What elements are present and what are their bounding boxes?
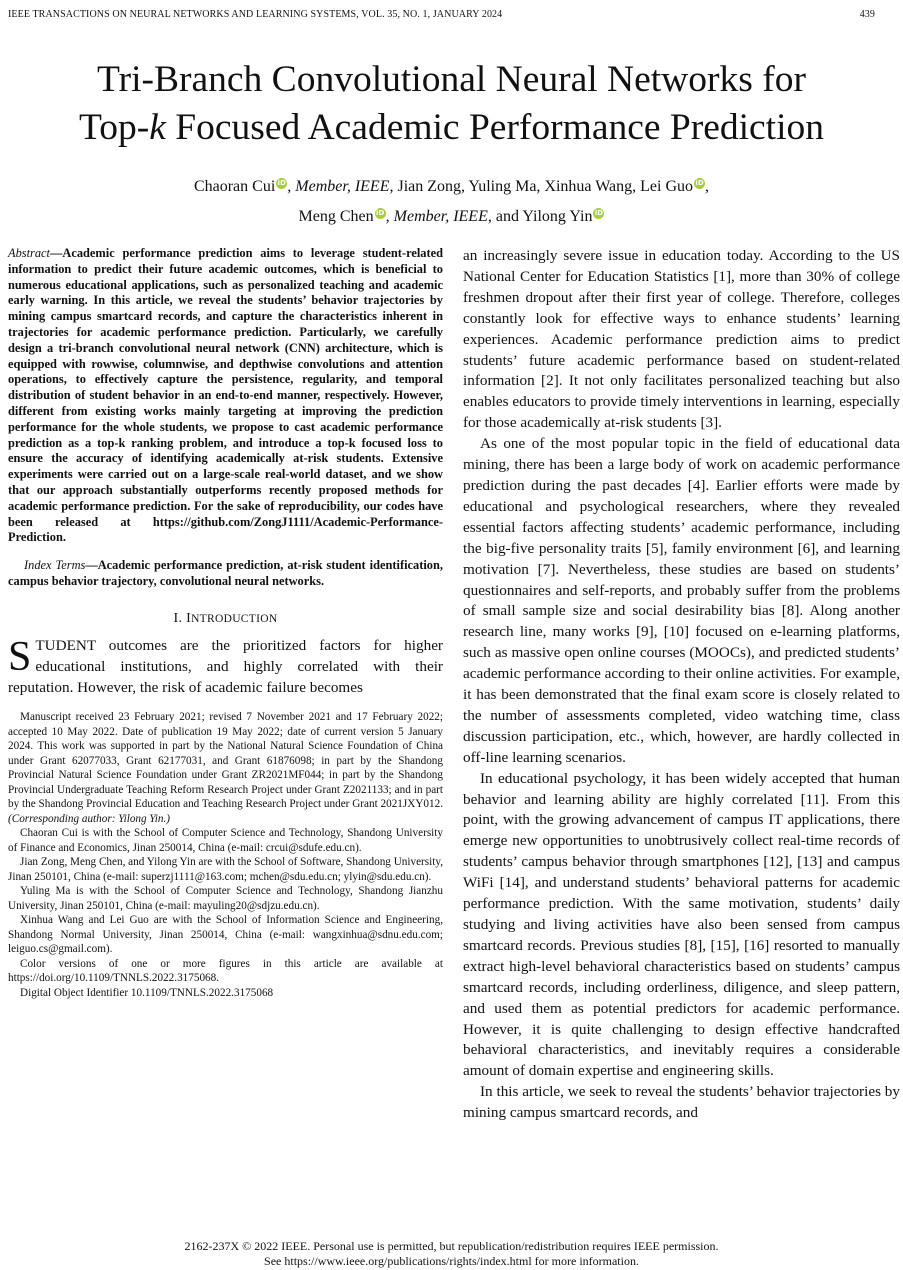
section-title-first: I (186, 610, 192, 626)
title-line-2 (0, 104, 903, 152)
section-heading-introduction (8, 611, 443, 627)
section-number: I. (173, 610, 187, 626)
author-names: , and Yilong Yin (487, 208, 593, 225)
author-line-2 (0, 202, 903, 232)
footnote-affiliation: Jian Zong, Meng Chen, and Yilong Yin are with the School of Software, Shandong University, Jinan 250101, China (e-mail: superzj1111@163.com; mchen@sdu.edu.cn; ylyin@sdu.edu.cn). (8, 856, 443, 883)
orcid-icon[interactable]: iD (376, 209, 385, 217)
copyright-line: 2162-237X © 2022 IEEE. Personal use is permitted, but republication/redistribution requires IEEE permission. (184, 1239, 719, 1253)
body-paragraph: As one of the most popular topic in the field of educational data mining, there has been a large body of work on academic performance prediction during the past decades [4]. Earlier efforts were made by educational and psychological researchers, where they revealed essential factors affecting students’ academic performance, including the big-five personality traits [5], family environment [6], and learning motivation [7]. Nevertheless, these studies are based on students’ questionnaires and self-reports, and probably suffer from the problems of small sample size and social desirability bias [8]. Along another research line, many works [9], [10] focused on e-learning platforms, such as massive open online courses (MOOCs), and predicted students’ academic performance according to their online activities. For example, it has been demonstrated that the final exam score is closely related to the number of assessments completed, video watching time, class discussion participation, etc., which, however, are hardly collected in off-line learning scenarios. (463, 435, 900, 766)
copyright-footer (0, 1239, 903, 1269)
footnote-manuscript (8, 710, 443, 826)
author-list (0, 172, 903, 232)
author-separator: , (705, 178, 710, 195)
orcid-icon[interactable]: iD (695, 179, 704, 187)
author-name: Meng Chen (298, 208, 374, 225)
drop-cap: S (8, 633, 32, 680)
footnote-affiliation: Xinhua Wang and Lei Guo are with the School of Information Science and Engineering, Shandong Normal University, Jinan 250014, China (e-mail: wangxinhua@sdnu.edu.com; leiguo.cs@gmail.com). (8, 914, 443, 956)
intro-text: TUDENT outcomes are the prioritized factors for higher educational institutions, and highly correlated with their reputation. However, the risk of academic failure becomes (8, 636, 443, 696)
title-text: Focused Academic Performance Prediction (165, 107, 825, 148)
title-text: Top- (78, 107, 150, 148)
section-title-rest: NTRODUCTION (191, 612, 278, 625)
left-column (8, 246, 443, 1000)
journal-name: IEEE TRANSACTIONS ON NEURAL NETWORKS AND LEARNING SYSTEMS, VOL. 35, NO. 1, JANUARY 2024 (8, 9, 503, 20)
index-terms (8, 558, 443, 590)
footnote-color-versions: Color versions of one or more figures in this article are available at https://doi.org/10.1109/TNNLS.2022.3175068. (8, 957, 443, 985)
index-terms-label: Index Terms (24, 558, 86, 573)
author-line-1 (0, 172, 903, 202)
author-names: , Jian Zong, Yuling Ma, Xinhua Wang, Lei Guo (389, 178, 694, 195)
paper-title (0, 56, 903, 152)
footnote-text: Manuscript received 23 February 2021; revised 7 November 2021 and 17 February 2022; accepted 10 May 2022. Date of publication 19 May 2022; date of current version 5 January 2024. This work was supported in part by the National Natural Science Foundation of China under Grant 62077033, Grant 62177031, and Grant 61876098; in part by the Shandong Provincial Natural Science Foundation under Grant ZR2021MF044; in part by the Shandong Provincial Undergraduate Teaching Reform Research Project under Grant Z2021133; and in part by the Shandong Provincial Education and Teaching Research Project under Grant 2021JXY012. (8, 711, 443, 811)
right-column (463, 246, 900, 1124)
corresponding-author: (Corresponding author: Yilong Yin.) (8, 812, 171, 825)
body-paragraph: In this article, we seek to reveal the students’ behavior trajectories by mining campus smartcard records, and (463, 1083, 900, 1122)
orcid-icon[interactable]: iD (277, 179, 286, 187)
running-header (8, 9, 875, 20)
index-terms-text: —Academic performance prediction, at-risk student identification, campus behavior trajectory, convolutional neural networks. (8, 558, 443, 588)
footnote-doi: Digital Object Identifier 10.1109/TNNLS.2022.3175068 (20, 986, 274, 999)
author-membership: , Member, IEEE (287, 178, 390, 195)
title-line-1: Tri-Branch Convolutional Neural Networks for (97, 59, 806, 100)
author-membership: , Member, IEEE (385, 208, 488, 225)
orcid-icon[interactable]: iD (594, 209, 604, 217)
abstract (8, 246, 443, 546)
title-k: k (149, 107, 166, 148)
body-paragraph: In educational psychology, it has been widely accepted that human behavior and learning ability are highly correlated [11]. From this point, with the growing advancement of campus IT applications, there emerge new opportunities to unobtrusively collect real-time records of students’ campus behavior through smartphones [12], [13] and campus WiFi [14], and understand students’ behavioral patterns for academic performance prediction. With the same motivation, students’ daily studying and living activities have also been sensed from campus smartcard records. Previous studies [8], [15], [16] resorted to manually extract high-level behavioral characteristics based on students’ campus smartcard records, including orderliness, diligence, and sleep pattern, and used them as potential predictors for academic performance. However, it is quite challenging to design effective handcrafted behavioral characteristics, and inevitably requires a considerable amount of domain expertise and engineering skills. (463, 769, 900, 1080)
intro-paragraph (8, 633, 443, 699)
rights-link-line: See https://www.ieee.org/publications/rights/index.html for more information. (264, 1254, 639, 1268)
page-number: 439 (859, 9, 875, 20)
abstract-text: —Academic performance prediction aims to leverage student-related information to predict their future academic outcomes, which is beneficial to numerous educational applications, such as personalized teaching and academic early warning. In this article, we reveal the students’ behavior trajectories by mining campus smartcard records, and capture the characteristics inherent in trajectories for academic performance prediction. Particularly, we carefully design a tri-branch convolutional neural network (CNN) architecture, which is equipped with rowwise, columnwise, and depthwise convolutions and attention operations, to effectively capture the persistence, regularity, and temporal distribution of student behavior in an end-to-end manner, respectively. However, different from existing works mainly targeting at improving the prediction performance for the whole students, we propose to cast academic performance prediction as a top-k ranking problem, and introduce a top-k focused loss to ensure the accuracy of identifying academically at-risk students. Extensive experiments were carried out on a large-scale real-world dataset, and we show that our approach substantially outperforms recently proposed methods for academic performance prediction. For the sake of reproducibility, our codes have been released at https://github.com/ZongJ1111/Academic-Performance-Prediction. (8, 246, 443, 545)
author-name: Chaoran Cui (193, 178, 276, 195)
body-paragraph: an increasingly severe issue in education today. According to the US National Center for Education Statistics [1], more than 30% of college freshmen dropout after their first year of college. Therefore, colleges constantly look for effective ways to enhance students’ learning experiences. Academic performance prediction aims to predict students’ future academic performance based on student-related information [2]. It not only facilitates personalized teaching but also enables educators to provide timely interventions in learning, especially for those academically at-risk students [3]. (463, 247, 900, 432)
footnote-affiliation: Chaoran Cui is with the School of Computer Science and Technology, Shandong University of Finance and Economics, Jinan 250014, China (e-mail: crcui@sdufe.edu.cn). (8, 827, 443, 854)
footnote-affiliation: Yuling Ma is with the School of Computer Science and Technology, Shandong Jianzhu University, Jinan 250101, China (e-mail: mayuling20@sdjzu.edu.cn). (8, 885, 443, 912)
abstract-label: Abstract (8, 246, 50, 260)
